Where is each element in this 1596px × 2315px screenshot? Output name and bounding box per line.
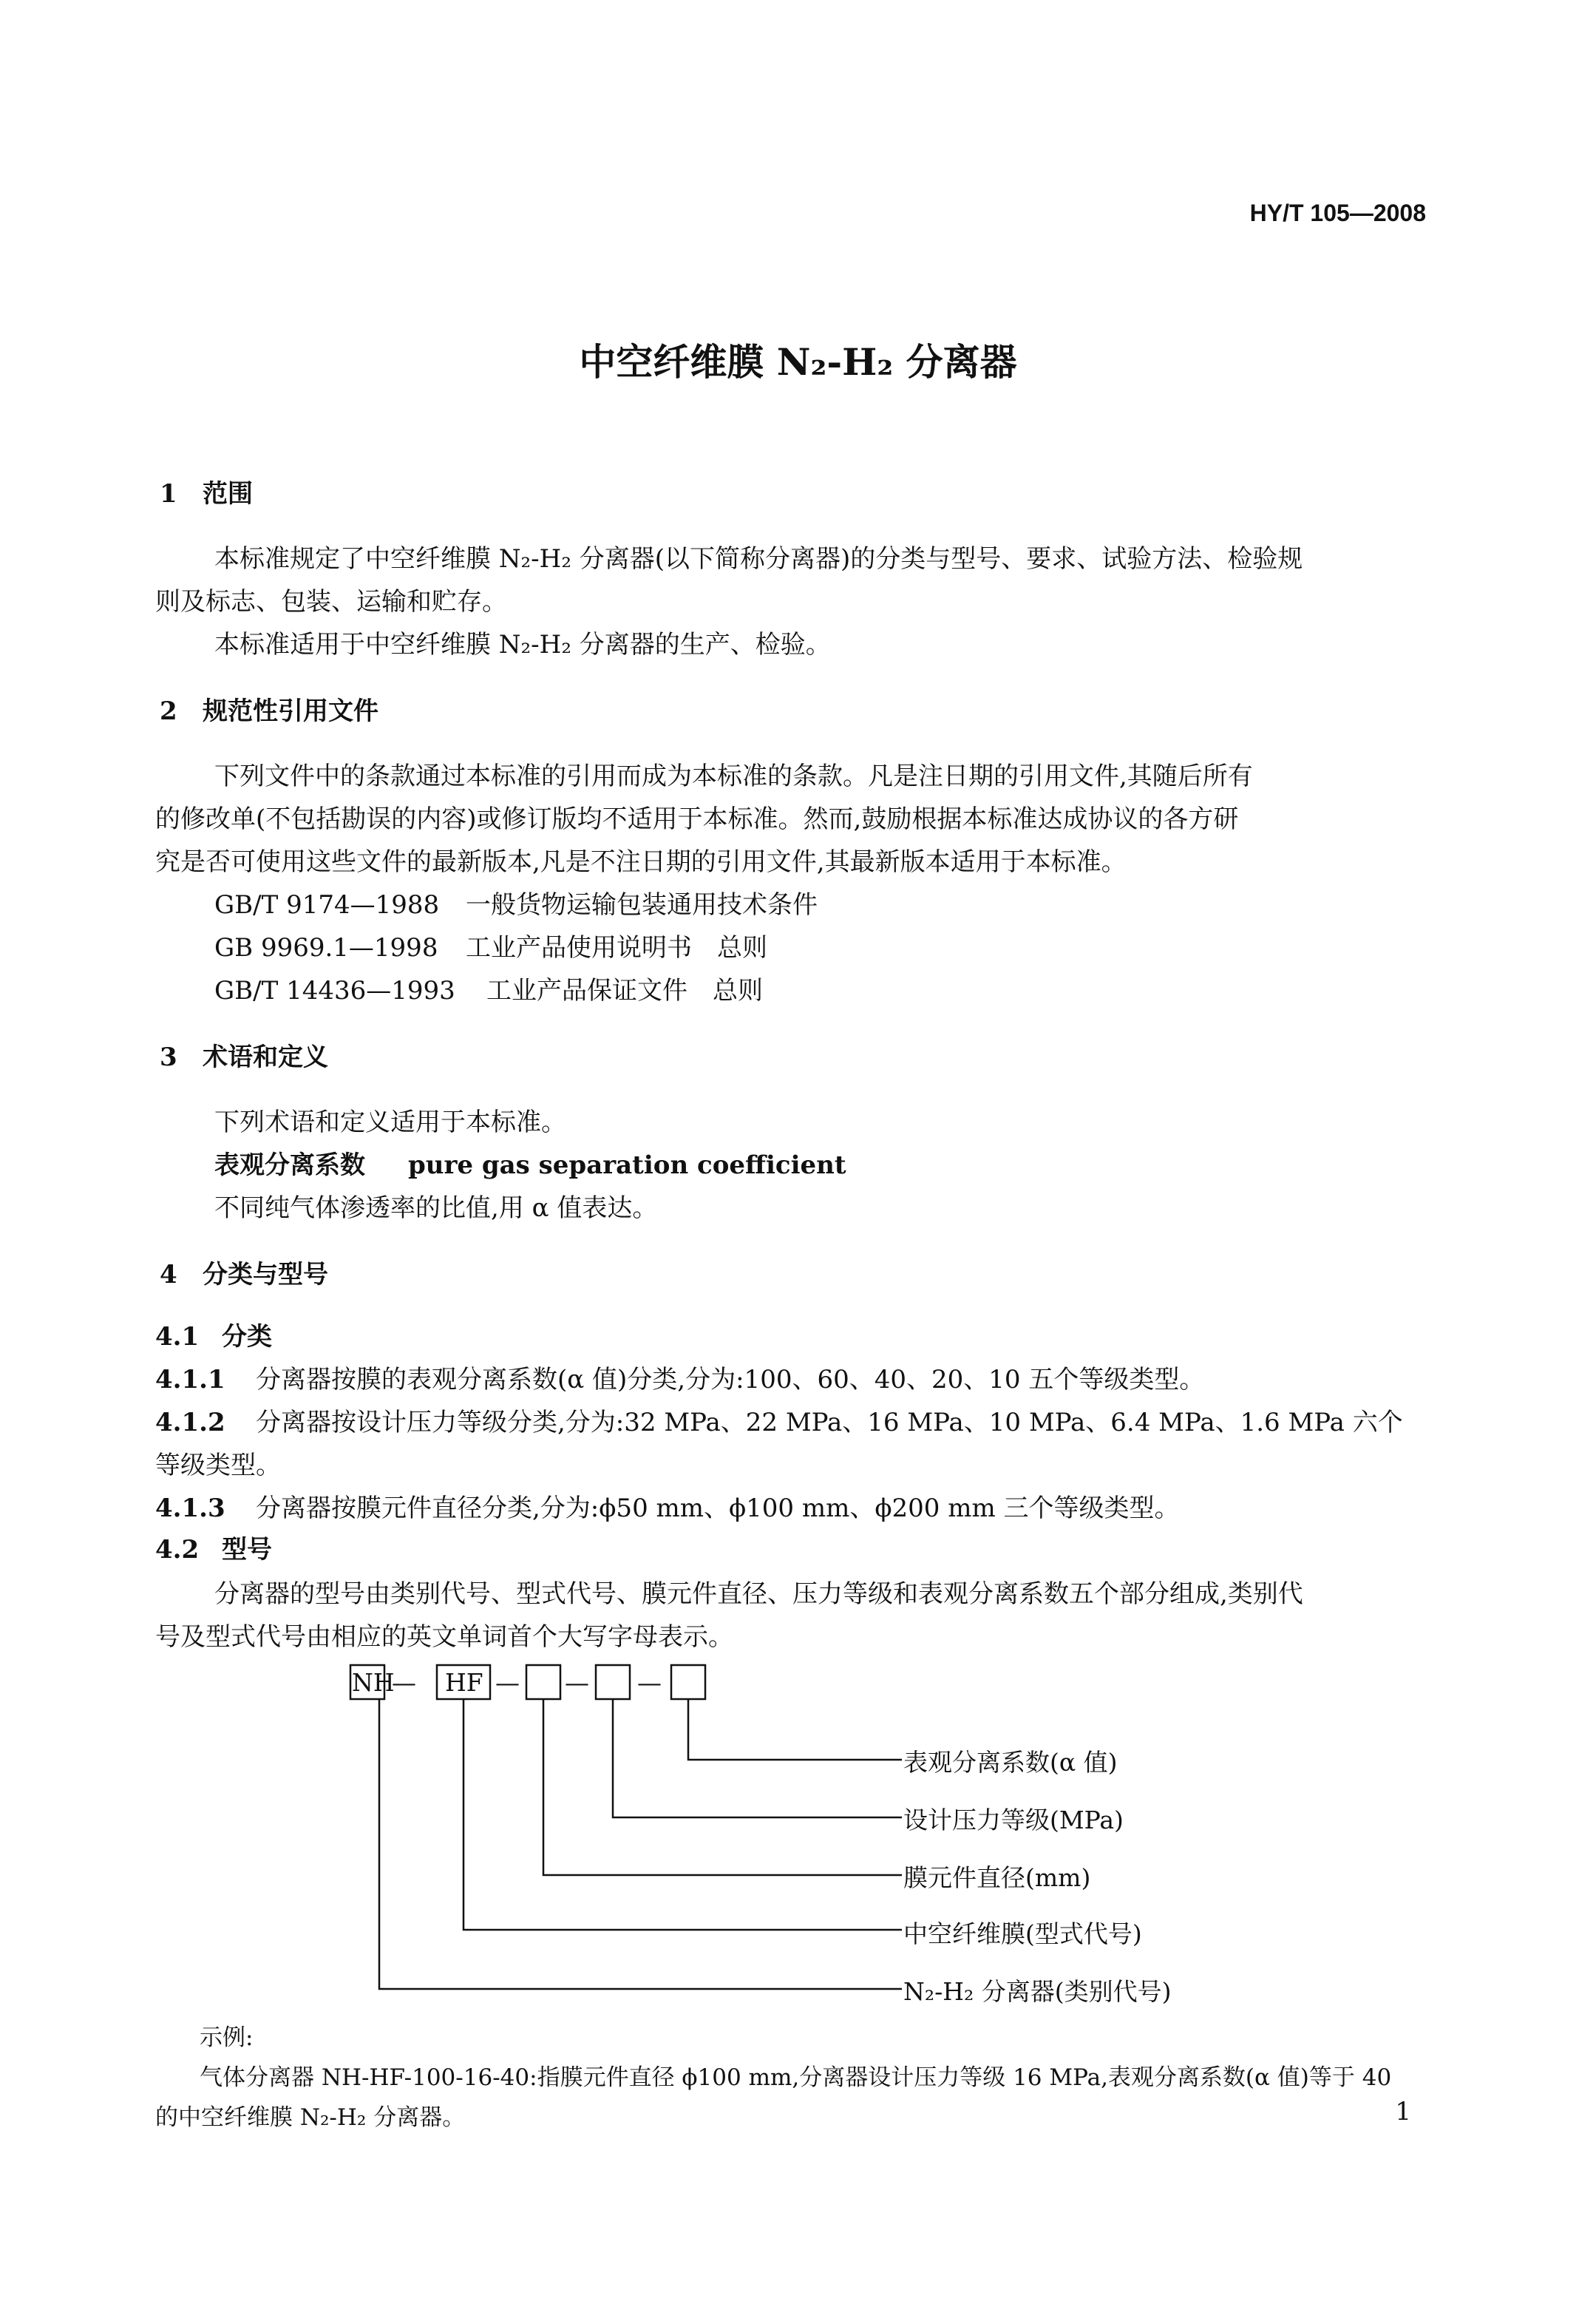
section-title: 范围 — [203, 479, 253, 509]
section-title: 规范性引用文件 — [203, 696, 378, 726]
clause-4-1-2-line-2: 等级类型。 — [155, 1451, 281, 1480]
leader-line-diameter — [543, 1699, 902, 1875]
section-number: 4 — [160, 1260, 177, 1289]
dash-separator: — — [637, 1668, 662, 1697]
clause-text: 分离器按设计压力等级分类,分为:32 MPa、22 MPa、16 MPa、10 MPa、6.4 MPa、1.6 MPa 六个 — [256, 1408, 1403, 1437]
subsection-title: 分类 — [222, 1322, 272, 1352]
section-1-para-1-line-2: 则及标志、包装、运输和贮存。 — [155, 587, 507, 617]
diagram-label-diameter: 膜元件直径(mm) — [903, 1863, 1091, 1892]
term-definition: 不同纯气体渗透率的比值,用 α 值表达。 — [214, 1193, 658, 1223]
term-chinese: 表观分离系数 — [214, 1150, 365, 1180]
subsection-number: 4.2 — [155, 1535, 200, 1565]
clause-number: 4.1.2 — [155, 1408, 225, 1437]
clause-number: 4.1.3 — [155, 1494, 225, 1523]
reference-code: GB 9969.1—1998 — [214, 933, 438, 963]
clause-text: 分离器按膜的表观分离系数(α 值)分类,分为:100、60、40、20、10 五个等级类型。 — [256, 1365, 1205, 1394]
dash-separator: — — [565, 1668, 589, 1697]
diagram-label-category: N₂-H₂ 分离器(类别代号) — [903, 1977, 1172, 2006]
code-box-1-label: NH — [352, 1668, 395, 1697]
example-text-line-1: 气体分离器 NH-HF-100-16-40:指膜元件直径 ϕ100 mm,分离器设计压力等级 16 MPa,表观分离系数(α 值)等于 40 — [200, 2064, 1392, 2091]
section-3-intro: 下列术语和定义适用于本标准。 — [214, 1108, 566, 1137]
document-title: 中空纤维膜 N₂-H₂ 分离器 — [579, 340, 1017, 384]
term-english: pure gas separation coefficient — [408, 1150, 846, 1180]
section-4-2-para-line-1: 分离器的型号由类别代号、型式代号、膜元件直径、压力等级和表观分离系数五个部分组成,类别代 — [214, 1579, 1303, 1609]
clause-number: 4.1.1 — [155, 1365, 225, 1394]
subsection-title: 型号 — [222, 1535, 272, 1565]
example-label: 示例: — [200, 2024, 254, 2051]
code-box-2-label: HF — [445, 1668, 483, 1697]
section-2-para-line-2: 的修改单(不包括勘误的内容)或修订版均不适用于本标准。然而,鼓励根据本标准达成协议的各方研 — [155, 804, 1239, 834]
example-text-line-2: 的中空纤维膜 N₂-H₂ 分离器。 — [155, 2104, 466, 2131]
clause-text: 分离器按膜元件直径分类,分为:ϕ50 mm、ϕ100 mm、ϕ200 mm 三个等级类型。 — [256, 1494, 1180, 1523]
subsection-number: 4.1 — [155, 1322, 200, 1352]
section-2-para-line-3: 究是否可使用这些文件的最新版本,凡是不注日期的引用文件,其最新版本适用于本标准。 — [155, 847, 1127, 877]
section-number: 3 — [160, 1043, 177, 1072]
reference-code: GB/T 9174—1988 — [214, 890, 440, 920]
standard-code: HY/T 105—2008 — [1249, 200, 1426, 226]
leader-line-type — [463, 1699, 902, 1930]
leader-line-pressure — [613, 1699, 902, 1817]
code-box-4 — [596, 1665, 630, 1699]
section-4-2-para-line-2: 号及型式代号由相应的英文单词首个大写字母表示。 — [155, 1622, 733, 1652]
section-number: 1 — [160, 479, 177, 509]
section-1-para-1-line-1: 本标准规定了中空纤维膜 N₂-H₂ 分离器(以下简称分离器)的分类与型号、要求、试验方法、检验规 — [214, 544, 1303, 574]
section-2-para-line-1: 下列文件中的条款通过本标准的引用而成为本标准的条款。凡是注日期的引用文件,其随后所有 — [214, 762, 1253, 791]
dash-separator: — — [495, 1668, 520, 1697]
reference-name: 工业产品保证文件 总则 — [486, 976, 763, 1006]
leader-line-category — [379, 1699, 902, 1989]
reference-name: 一般货物运输包装通用技术条件 — [466, 890, 818, 920]
section-1-para-2: 本标准适用于中空纤维膜 N₂-H₂ 分离器的生产、检验。 — [214, 630, 831, 660]
diagram-label-alpha: 表观分离系数(α 值) — [903, 1748, 1118, 1777]
section-number: 2 — [160, 696, 177, 726]
diagram-label-type: 中空纤维膜(型式代号) — [903, 1919, 1142, 1948]
leader-line-alpha — [688, 1699, 902, 1760]
reference-code: GB/T 14436—1993 — [214, 976, 455, 1006]
section-title: 分类与型号 — [203, 1260, 328, 1289]
diagram-label-pressure: 设计压力等级(MPa) — [903, 1806, 1124, 1834]
section-title: 术语和定义 — [203, 1043, 328, 1072]
code-box-5 — [671, 1665, 705, 1699]
code-box-3 — [526, 1665, 560, 1699]
page-number: 1 — [1395, 2097, 1411, 2126]
dash-separator: — — [392, 1668, 416, 1697]
reference-name: 工业产品使用说明书 总则 — [466, 933, 767, 963]
